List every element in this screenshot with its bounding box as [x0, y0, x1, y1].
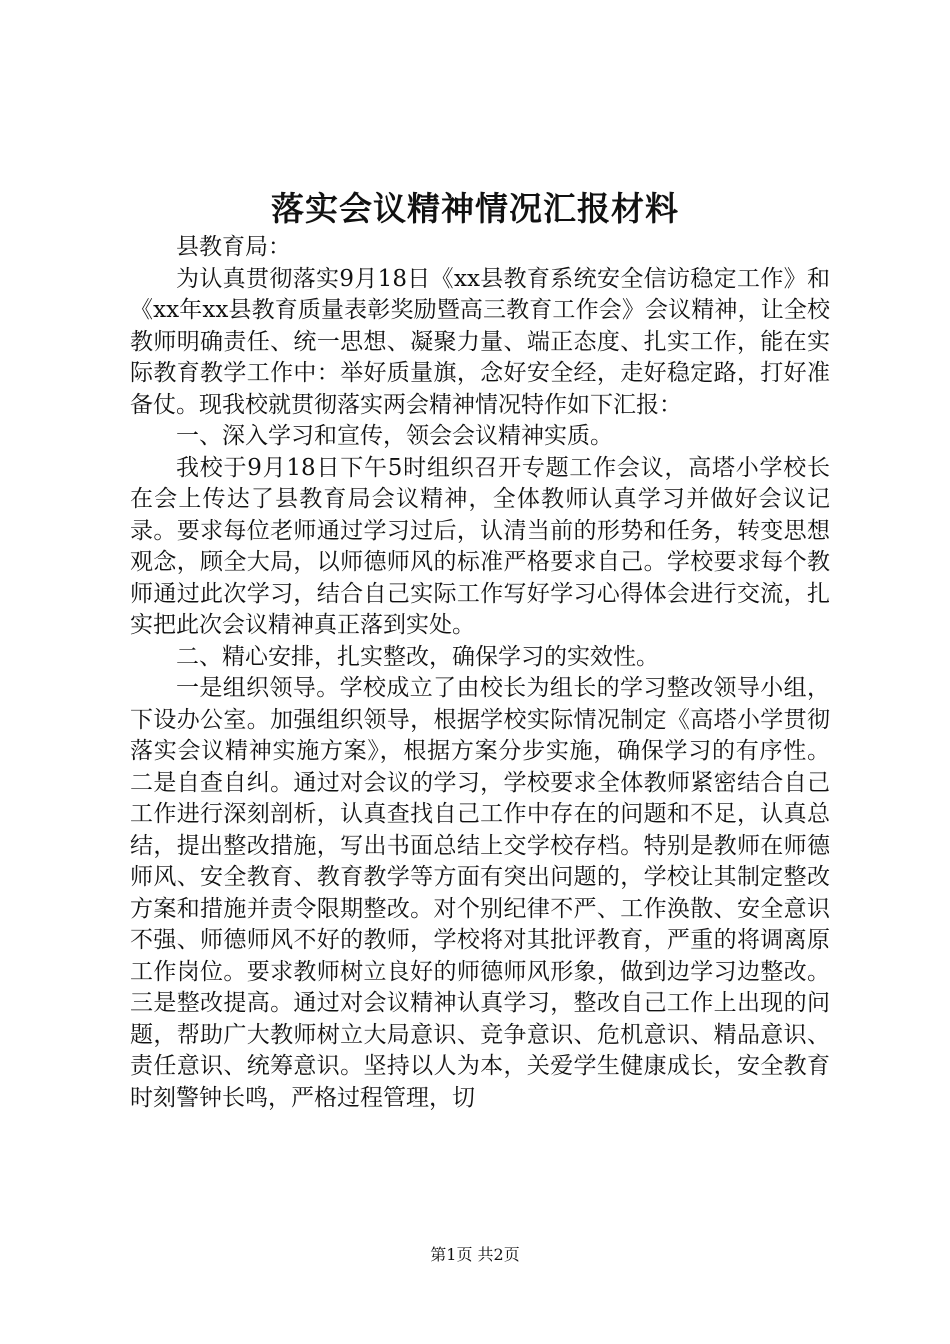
page-footer: 第1页 共2页: [430, 1245, 520, 1264]
section-2-paragraph: 一是组织领导。学校成立了由校长为组长的学习整改领导小组，下设办公室。加强组织领导，根据学校实际情况制定《高塔小学贯彻落实会议精神实施方案》，根据方案分步实施，确保学习的有序性。二是自查自纠。通过对会议的学习，学校要求全体教师紧密结合自己工作进行深刻剖析，认真查找自己工作中存在的问题和不足，认真总结，提出整改措施，写出书面总结上交学校存档。特别是教师在师德师风、安全教育、教育教学等方面有突出问题的，学校让其制定整改方案和措施并责令限期整改。对个别纪律不严、工作涣散、安全意识不强、师德师风不好的教师，学校将对其批评教育，严重的将调离原工作岗位。要求教师树立良好的师德师风形象，做到边学习边整改。三是整改提高。通过对会议精神认真学习，整改自己工作上出现的问题，帮助广大教师树立大局意识、竞争意识、危机意识、精品意识、责任意识、统筹意识。坚持以人为本，关爱学生健康成长，安全教育时刻警钟长鸣，严格过程管理，切: [130, 675, 830, 1111]
section-1-paragraph: 我校于9月18日下午5时组织召开专题工作会议，高塔小学校长在会上传达了县教育局会议精神，全体教师认真学习并做好会议记录。要求每位老师通过学习过后，认清当前的形势和任务，转变思想观念，顾全大局，以师德师风的标准严格要求自己。学校要求每个教师通过此次学习，结合自己实际工作写好学习心得体会进行交流，扎实把此次会议精神真正落到实处。: [130, 454, 830, 638]
document-body: [130, 232, 830, 1114]
section-heading-2: 二、精心安排，扎实整改，确保学习的实效性。: [176, 643, 659, 670]
document-title: 落实会议精神情况汇报材料: [271, 189, 679, 228]
section-heading-1: 一、深入学习和宣传，领会会议精神实质。: [176, 423, 613, 449]
salutation: 县教育局：: [176, 234, 291, 260]
intro-paragraph: 为认真贯彻落实9月18日《xx县教育系统安全信访稳定工作》和《xx年xx县教育质量表彰奖励暨高三教育工作会》会议精神，让全校教师明确责任、统一思想、凝聚力量、端正态度、扎实工作，能在实际教育教学工作中：举好质量旗，念好安全经，走好稳定路，打好准备仗。现我校就贯彻落实两会精神情况特作如下汇报：: [130, 265, 830, 418]
